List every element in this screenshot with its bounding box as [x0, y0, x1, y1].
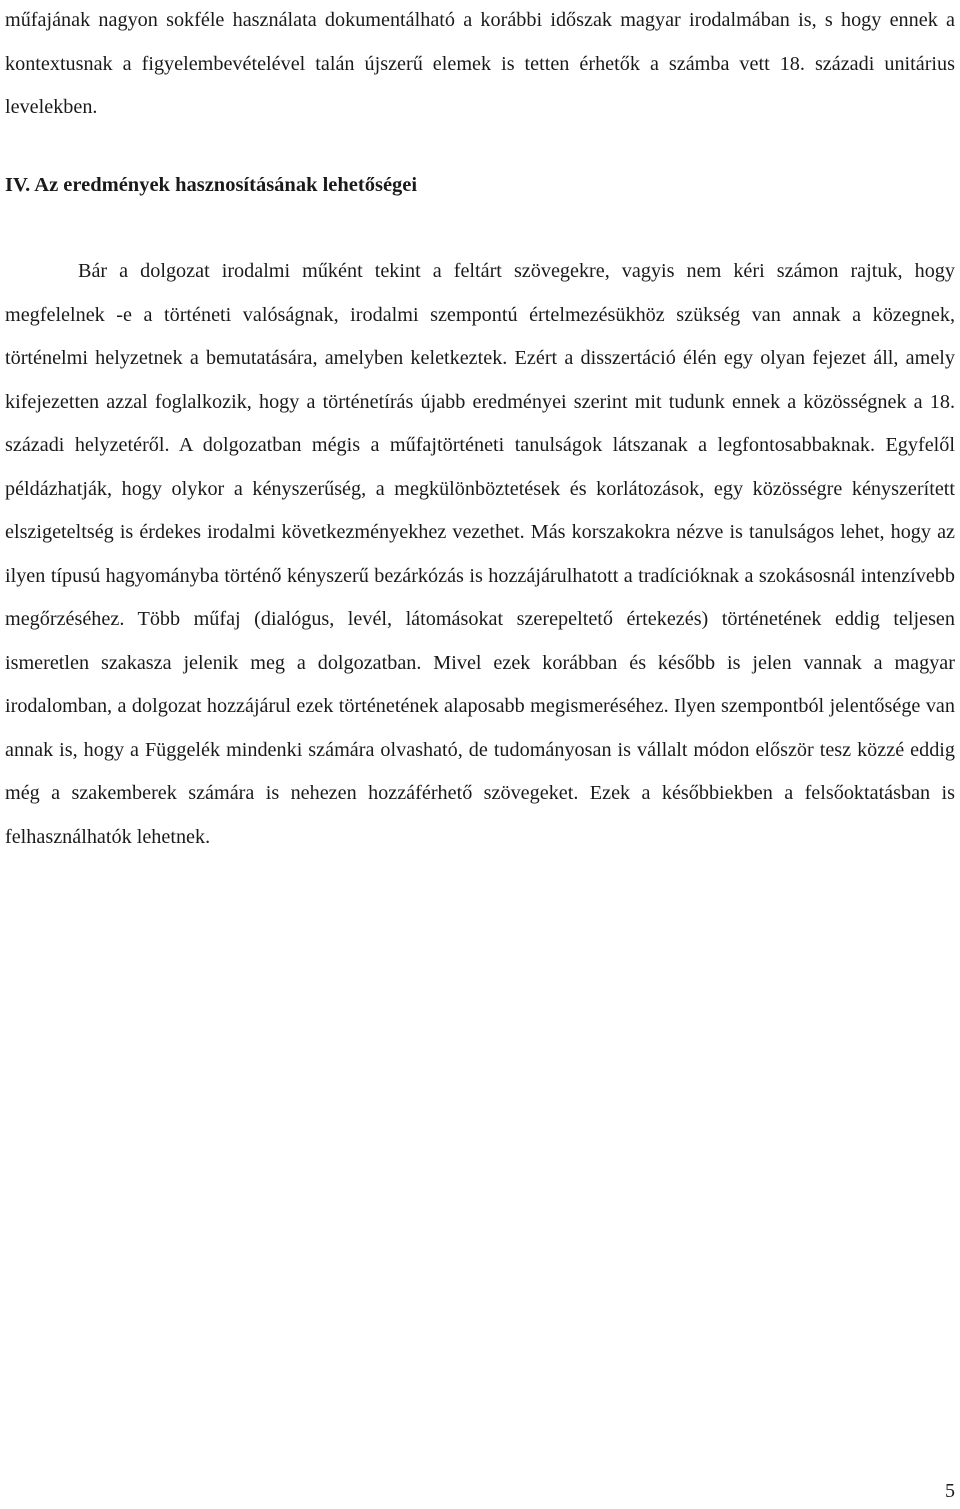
body-paragraph: Bár a dolgozat irodalmi műként tekint a feltárt szövegekre, vagyis nem kéri számon rajtuk, hogy megfelelnek -e a történeti valóságnak, irodalmi szempontú értelmezésükhöz szükség van annak a közegnek, történelmi helyzetnek a bemutatására, amelyben keletkeztek. Ezért a disszertáció élén egy olyan fejezet áll, amely kifejezetten azzal foglalkozik, hogy a történetírás újabb eredményei szerint mit tudunk ennek a közösségnek a 18. századi helyzetéről. A dolgozatban mégis a műfajtörténeti tanulságok látszanak a legfontosabbaknak. Egyfelől példázhatják, hogy olykor a kényszerűség, a megkülönböztetések és korlátozások, egy közösségre kényszerített elszigeteltség is érdekes irodalmi következményekhez vezethet. Más korszakokra nézve is tanulságos lehet, hogy az ilyen típusú hagyományba történő kényszerű bezárkózás is hozzájárulhatott a tradícióknak a szokásosnál intenzívebb megőrzéséhez. Több műfaj (dialógus, levél, látomásokat szerepeltető értekezés) történetének eddig teljesen ismeretlen szakasza jelenik meg a dolgozatban. Mivel ezek korábban és később is jelen vannak a magyar irodalomban, a dolgozat hozzájárul ezek történetének alaposabb megismeréséhez. Ilyen szempontból jelentősége van annak is, hogy a Függelék mindenki számára olvasható, de tudományosan is vállalt módon először tesz közzé eddig még a szakemberek számára is nehezen hozzáférhető szövegeket. Ezek a későbbiekben a felsőoktatásban is felhasználhatók lehetnek.	[5, 260, 955, 848]
page-number: 5	[945, 1480, 955, 1502]
section-heading: IV. Az eredmények hasznosításának lehetőségei	[5, 174, 418, 196]
intro-paragraph: műfajának nagyon sokféle használata dokumentálható a korábbi időszak magyar irodalmában is, s hogy ennek a kontextusnak a figyelembevételével talán újszerű elemek is tetten érhetők a számba vett 18. századi unitárius levelekben.	[5, 9, 955, 118]
